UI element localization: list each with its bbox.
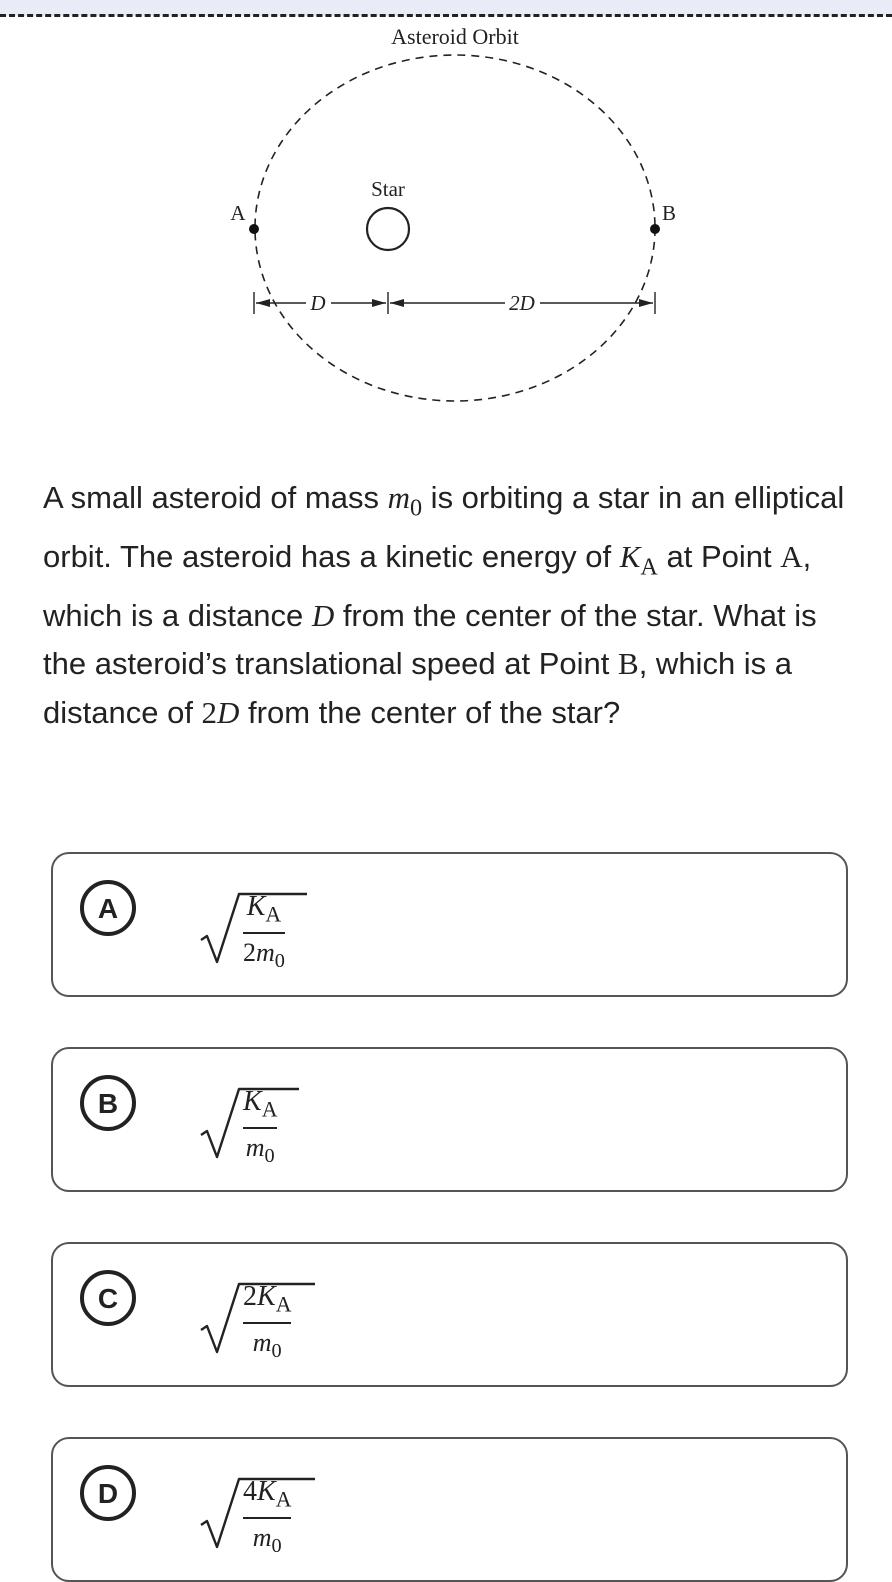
question-text: A small asteroid of mass $m_0$ is orbiting a star in an elliptical orbit. The asteroid has a kinetic energy of $K_A$ at Point A, which is a distance D from the center of the star. What is the asteroid’s translational speed at Point B, which is a distance of 2D from the center of the star? xyxy=(43,480,845,730)
star-circle xyxy=(367,208,409,250)
choice-d-formula: $4K_A$ $m_0$ xyxy=(199,1473,339,1553)
distance-2d-label: 2D xyxy=(509,291,535,315)
choice-letter-a: A xyxy=(80,880,136,936)
point-b-dot xyxy=(650,224,660,234)
distance-d-label: D xyxy=(310,291,326,315)
choice-letter-c: C xyxy=(80,1270,136,1326)
orbit-diagram xyxy=(0,0,892,420)
choice-b-formula: $K_A$ $m_0$ xyxy=(199,1083,339,1163)
choice-letter-d: D xyxy=(80,1465,136,1521)
choice-d[interactable] xyxy=(51,1437,848,1582)
point-b-label: B xyxy=(661,201,677,225)
choice-b[interactable] xyxy=(51,1047,848,1192)
choice-letter-b: B xyxy=(80,1075,136,1131)
choice-a-formula: $K_A$ $2m_0$ xyxy=(199,888,339,968)
point-a-dot xyxy=(249,224,259,234)
point-a-label: A xyxy=(230,201,246,225)
energy-symbol: K xyxy=(619,538,641,574)
choice-c[interactable] xyxy=(51,1242,848,1387)
orbit-ellipse xyxy=(255,55,655,401)
mass-symbol: m xyxy=(387,480,410,515)
choice-a[interactable] xyxy=(51,852,848,997)
star-label: Star xyxy=(371,177,405,201)
choice-c-formula: $2K_A$ $m_0$ xyxy=(199,1278,339,1358)
diagram-title: Asteroid Orbit xyxy=(391,24,519,49)
